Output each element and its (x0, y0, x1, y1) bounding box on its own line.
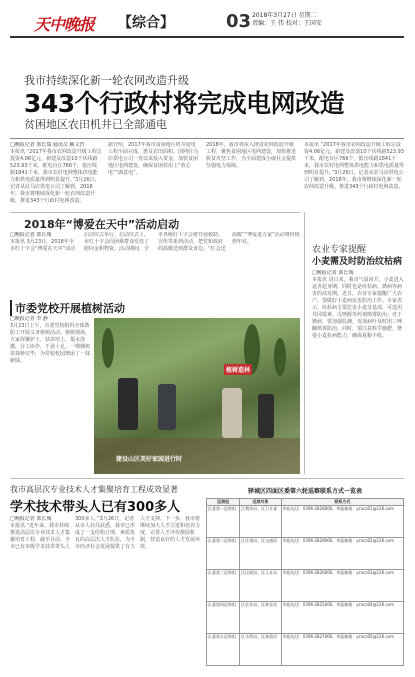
person-figure (158, 384, 176, 430)
divider (10, 478, 404, 479)
festival-body (10, 232, 300, 268)
date-line: 2018年3月27日 星期二 (252, 12, 317, 19)
talents-paragraph: 本报讯 “近年来，我市持续推进高层次专业技术人才集聚培育工程，截至目前，全市已有市级学术技术带头人300多人。”3月26日，记者从市人社局获悉，我市已形成了一支结构合理、素质优良的高层次人才队伍，为全市经济社会发展提供了有力人才支撑。下一步，我市将继续加大人才引进和培养力度，完善人才评价激励机制，营造良好的人才发展环境。 (10, 516, 200, 550)
ag-byline: □晚报记者 郭长城 (312, 270, 354, 276)
festival-paragraph: 本报讯 3月23日，2018年全市红十字会“博爱在天中”活动启动仪式举行。启动仪式上，市红十字会向困难群众发放了慰问金和物资。活动期间，全市各级红十字会将开展救助、宣传等系列活动，把党和政府的温暖送到群众身边。“红会送温暖”“博爱进万家”活动将持续到年底。 (10, 232, 300, 252)
masthead-rule (10, 36, 404, 38)
table-cell: 举报电话：0396-2826000、举报邮箱：ycxcz03@126.com (281, 570, 403, 602)
table-cell: 区委第四巡察组 (207, 602, 240, 634)
lead-subhead: 贫困地区农田机井已全部通电 (24, 118, 167, 131)
lead-paragraph: 本报讯 “2017年我市农网改造升级工程总投资4.06亿元，新建及改造10千伏线路523.93千米，配电台区766个，低压线路1841千米，我市农村电网整体供电能力和供电质量得到明显提升。”3月26日，记者从驻马店供电公司了解到，2018年，我市将继续深化新一轮农网改造升级，推进343个行政村电网改造。 (304, 142, 404, 190)
column-divider (304, 212, 305, 474)
table-header-row (207, 499, 404, 506)
table-header: 联系方式 (281, 499, 403, 506)
lead-kicker: 我市持续深化新一轮农网改造升级 (24, 74, 189, 87)
table-cell: 区民政局、区人社局 (240, 570, 282, 602)
table-cell: 举报电话：0396-2828000、举报邮箱：ycxcz01@126.com (281, 506, 403, 538)
lead-paragraph: 本报讯 “2017年我市农网改造升级工程总投资4.06亿元，新建及改造10千伏线路523.93千米，配电台区766个，低压线路1841千米，我市农村电网整体供电能力和供电质量得到明显提升。”3月26日，记者从驻马店供电公司了解到，2018年，我市将继续深化新一轮农网改造升级，推进343个行政村电网改造。 (10, 149, 102, 204)
table-cell: 举报电话：0396-2827000、举报邮箱：ycxcz05@126.com (281, 634, 403, 666)
editor-line: 责编：王 伟 校对：王国安 (252, 20, 322, 27)
table-cell: 区委第五巡察组 (207, 634, 240, 666)
date-info (252, 12, 322, 28)
newspaper-logo: 天中晚报 (34, 15, 95, 34)
table-cell: 区委第二巡察组 (207, 538, 240, 570)
table-cell: 区委第一巡察组 (207, 506, 240, 538)
lead-paragraph: 2018年，我市将深入推进农网改造升级工程，聚焦贫困地区电网建设，加快推进脱贫攻坚工作，为全面建成小康社会提供坚强电力保障。 (206, 142, 297, 169)
table-header: 巡察对象 (240, 499, 282, 506)
talents-body (10, 516, 200, 668)
table-cell: 区农业局、区林业局 (240, 602, 282, 634)
table-row (207, 602, 404, 634)
photo-banner: 植树造林 (224, 364, 252, 375)
tree-shape (102, 328, 114, 368)
lead-paragraph: 据介绍，2017年我市贫困地区机井通电工程全面完成，惠及农田面积。国网驻马店供电公司一直以来投入资金，加快贫困地区电网建设，确保贫困村用上“放心电”“满意电”。 (108, 142, 199, 176)
festival-title: 2018年“博爱在天中”活动启动 (24, 218, 180, 231)
table-cell: 举报电话：0396-2829000、举报邮箱：ycxcz02@126.com (281, 538, 403, 570)
table-cell: 区教体局、区卫计委 (240, 506, 282, 538)
lead-byline: □晚报记者 郭长瑞 通讯员 臧文哲 (10, 142, 85, 148)
masthead (0, 0, 415, 44)
table-header: 巡察组 (207, 499, 240, 506)
tree-planting-photo (94, 318, 300, 474)
person-figure (118, 378, 138, 430)
lead-body-col-1 (10, 142, 102, 210)
tree-shape (274, 338, 286, 376)
festival-byline: □晚报记者 郭长城 (10, 232, 52, 238)
ag-body (312, 270, 404, 474)
talents-headline: 学术技术带头人已有300多人 (10, 500, 181, 515)
tree-title: 市委党校开展植树活动 (10, 300, 125, 316)
tree-body (10, 316, 90, 474)
ag-subheader: 小麦需及时防治纹枯病 (312, 257, 403, 267)
person-figure (258, 394, 274, 438)
table-row (207, 634, 404, 666)
lead-body-col-4 (304, 142, 404, 210)
table-cell: 区住建局、区交通局 (240, 538, 282, 570)
inspection-table (206, 498, 404, 666)
talents-byline: □晚报记者 郭长城 (10, 516, 52, 522)
section-label: 【综合】 (118, 15, 174, 31)
lead-body-col-2 (108, 142, 200, 210)
table-cell: 区水利局、区畜牧局 (240, 634, 282, 666)
lead-body-col-3 (206, 142, 298, 210)
ag-header: 农业专家提醒 (312, 245, 367, 255)
tree-paragraph: 3月23日上午，市委党校组织全体教职工开展义务植树活动。植树现场，大家挥锹铲土、扶苗培土、提水浇灌，分工协作，干劲十足。一棵棵树苗栽种完毕，为党校校园增添了一抹新绿。 (10, 323, 90, 364)
table-cell: 举报电话：0396-2825000、举报邮箱：ycxcz04@126.com (281, 602, 403, 634)
lead-headline: 343个行政村将完成电网改造 (24, 89, 345, 118)
table-row (207, 506, 404, 538)
tree-byline: □晚报记者 李 静 (10, 316, 48, 322)
table-row (207, 538, 404, 570)
divider (10, 212, 300, 213)
person-figure (222, 388, 242, 438)
photo-caption: 建设山区美好家园进行时 (116, 456, 183, 463)
table-row (207, 570, 404, 602)
ag-paragraph: 本报讯 进日来，我市气温回升，小麦进入返青起身期，同时也是纹枯病、锈病等病害的高发期。近日，农业专家提醒广大农户，要做好小麦病虫害防治工作。专家表示，纹枯病主要危害小麦茎基部，可选用井冈霉素、戊唑醇等药剂喷雾防治；对于锈病，要加强监测，发现病叶及时用三唑酮喷雾防治。同时，要注意科学施肥，增强小麦抗病能力，确保夏粮丰收。 (312, 277, 404, 339)
page-number: 03 (226, 11, 252, 32)
talents-kicker: 我市高层次专业技术人才集聚培育工程成效显著 (10, 485, 178, 494)
table-title: 驿城区四面区委第六轮巡察联系方式一览表 (247, 488, 362, 495)
lead-rule (10, 138, 404, 139)
table-cell: 区委第三巡察组 (207, 570, 240, 602)
